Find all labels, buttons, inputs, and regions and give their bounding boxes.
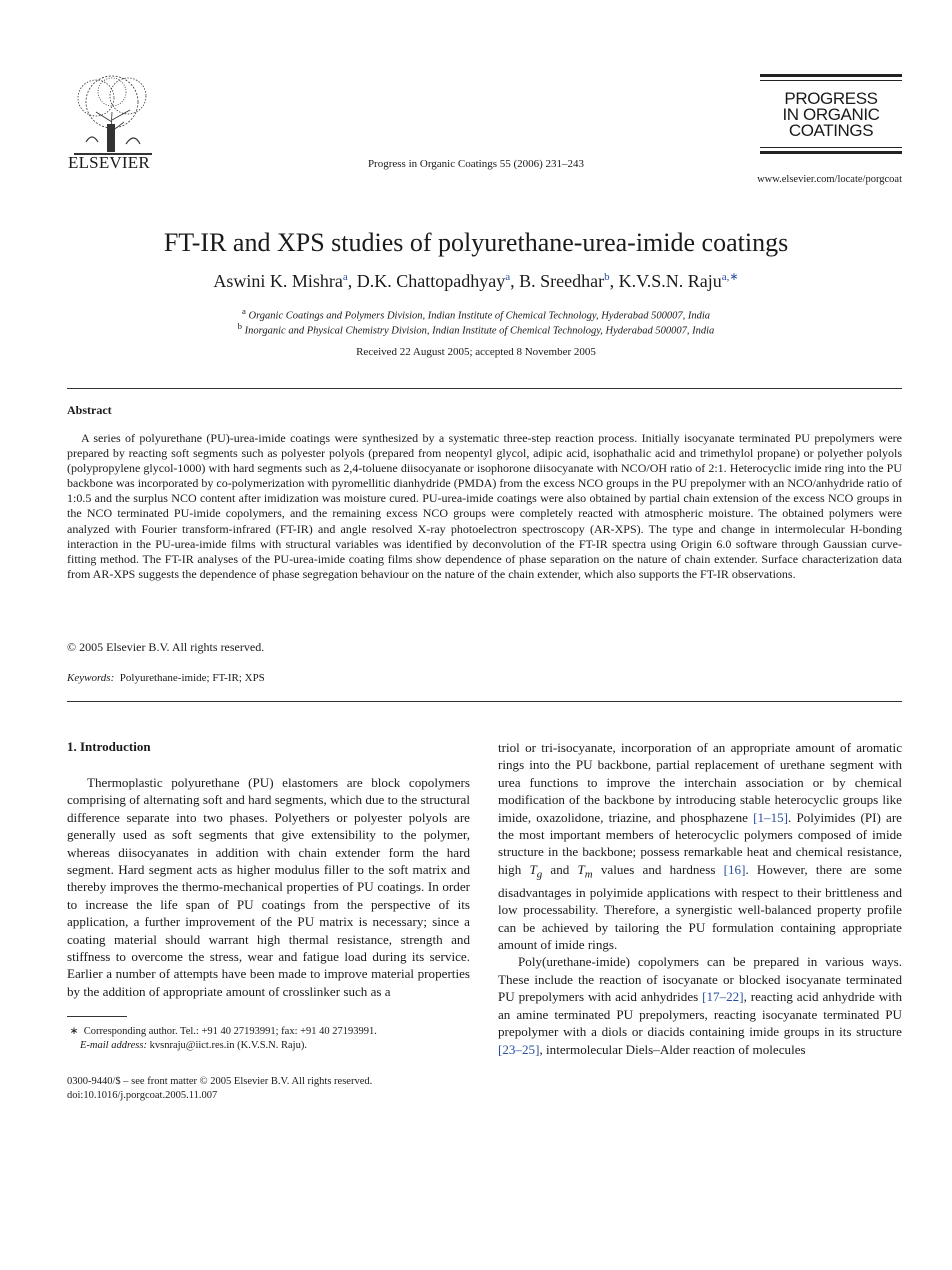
author-name: D.K. Chattopadhyay <box>356 271 506 291</box>
symbol-tg <box>529 861 543 881</box>
article-title: FT-IR and XPS studies of polyurethane-urea-imide coatings <box>163 228 789 257</box>
journal-title <box>760 81 902 147</box>
symbol-tm <box>577 861 593 881</box>
affiliation-mark: a <box>242 306 246 316</box>
keywords-text: Polyurethane-imide; FT-IR; XPS <box>119 672 265 684</box>
column-left <box>67 774 470 1000</box>
footnote-text: Corresponding author. Tel.: +91 40 27193991; fax: +91 40 27193991. <box>83 1026 377 1037</box>
symbol-letter: T <box>529 861 537 877</box>
author-name: B. Sreedhar <box>519 271 605 291</box>
elsevier-tree-logo <box>66 72 160 158</box>
footnote-mark: ∗ <box>69 1026 79 1037</box>
affiliation <box>0 306 952 322</box>
text-run: Poly(urethane-imide) copolymers can be prepared in various ways. These include the reaction of isocyanate or blocked isocyanate terminated PU prepolymers with acid anhydrides <box>498 954 902 1005</box>
text-run: . However, there are some disadvantages in polyimide applications with respect to their brittleness and low processability. Therefore, a synergistic well-balanced property profile can be achieved by tailoring the PU formulation containing appropriate amount of imide rings. <box>498 861 902 953</box>
abstract-heading: Abstract <box>67 403 112 417</box>
section-heading: 1. Introduction <box>67 739 151 754</box>
logo-rule <box>760 74 902 77</box>
front-matter <box>67 1075 372 1103</box>
citation-link[interactable]: [17–22] <box>702 989 744 1005</box>
author-affiliation-mark[interactable]: a,∗ <box>721 271 739 283</box>
text-run: values and hardness <box>592 861 724 877</box>
journal-logo <box>760 74 902 154</box>
logo-rule <box>760 147 902 148</box>
paragraph <box>498 953 902 1057</box>
abstract-body <box>67 431 902 582</box>
keywords <box>67 672 265 684</box>
journal-title-line: IN ORGANIC <box>782 105 880 124</box>
paragraph <box>498 739 902 953</box>
footnote-rule <box>67 1016 127 1017</box>
symbol-subscript: g <box>536 868 543 881</box>
symbol-letter: T <box>577 861 585 877</box>
footnote <box>67 1025 487 1053</box>
email-address[interactable]: kvsnraju@iict.res.in (K.V.S.N. Raju). <box>149 1040 307 1051</box>
affiliation <box>0 321 952 337</box>
journal-citation: Progress in Organic Coatings 55 (2006) 231–243 <box>367 158 585 170</box>
affiliation-text: Inorganic and Physical Chemistry Division, Indian Institute of Chemical Technology, Hyderabad 500007, India <box>244 325 715 337</box>
text-run: . Polyimides (PI) are the most important members of heterocyclic polymers composed of imide structure in the backbone; possess remarkable heat and chemical resistance, high <box>498 809 902 877</box>
citation-link[interactable]: [1–15] <box>753 809 789 825</box>
divider <box>67 701 902 702</box>
affiliation-mark: b <box>237 321 243 331</box>
publisher-name: ELSEVIER <box>68 153 150 172</box>
author-affiliation-mark[interactable]: b <box>604 271 610 283</box>
journal-title-line: PROGRESS <box>784 89 878 108</box>
column-right <box>498 739 902 1058</box>
author-name: Aswini K. Mishra <box>213 271 343 291</box>
text-run: triol or tri-isocyanate, incorporation of an appropriate amount of aromatic rings into the PU backbone, partial replacement of urethane segment with urea functions to improve the interchain association or by chemical modification of the backbone by introducing stable heterocyclic groups like imide, oxazolidone, triazine, and phosphazene <box>498 740 902 825</box>
logo-rule <box>760 151 902 154</box>
author-affiliation-mark[interactable]: a <box>505 271 511 283</box>
journal-title-line: COATINGS <box>788 121 874 140</box>
author-list: Aswini K. Mishra$^a$, D.K. Chattopadhyay$^a$, B. Sreedhar$^b$, K.V.S.N. Raju$^{a,∗}$ <box>213 271 739 291</box>
email-label: E-mail address: <box>80 1040 147 1051</box>
received-dates: Received 22 August 2005; accepted 8 November 2005 <box>356 346 596 358</box>
divider <box>67 388 902 389</box>
doi-line[interactable]: doi:10.1016/j.porgcoat.2005.11.007 <box>67 1090 218 1101</box>
issn-line: 0300-9440/$ – see front matter © 2005 Elsevier B.V. All rights reserved. <box>67 1076 373 1087</box>
abstract-text: A series of polyurethane (PU)-urea-imide coatings were synthesized by a systematic three-step reaction process. Initially isocyanate terminated PU prepolymers were prepared by reacting soft segments such as polyester polyols (prepared from neopentyl glycol, adipic acid, isophathalic acid and trimethylol propane) or polyether polyols (polypropylene glycol-1000) with hard segments such as 2,4-toluene diisocyanate or isophorone diisocyanate with NCO/OH ratio of 2:1. Heterocyclic imide ring into the PU backbone was incorporated by co-polymerization with pyromellitic dianhydride (PMDA) from the excess NCO groups in the PU prepolymer with an NCO/anhydride ratio of 1:0.5 and the surplus NCO content after imidization was moisture cured. PU-urea-imide coatings were also obtained by partial chain extension of the excess NCO groups in the NCO terminated PU-imide copolymers, and the remaining excess NCO groups were completely reacted with atmospheric moisture. The obtained polymers were analyzed with Fourier transform-infrared (FT-IR) and angle resolved X-ray photoelectron spectroscopy (AR-XPS). The type and change in intermolecular H-bonding interaction in the PU-urea-imide films with structural variables was identified by deconvolution of the FT-IR spectra using Origin 6.0 software through Gaussian curve-fitting method. The FT-IR analyses of the PU-urea-imide coating films show dependence of phase separation on the nature of chain extender. Surface characterization data from AR-XPS suggests the dependence of phase segregation behaviour on the nature of the chain extender, which also supports the FT-IR observations. <box>67 431 902 581</box>
text-run: and <box>542 861 578 877</box>
paragraph: Thermoplastic polyurethane (PU) elastomers are block copolymers comprising of alternating soft and hard segments, which due to the structural difference separate into two phases. Polyethers or polyester polyols are generally used as soft segments that give extensibility to the polymer, whereas diisocyanates in addition with chain extender form the hard segment. Hard segment acts as higher modulus filler to the soft matrix and thereby improves the thermo-mechanical properties of PU coatings. In order to increase the life span of PU coatings from the perspective of its application, a further improvement of the PU matrix is necessary; since a coating material should warrant high thermal resistance, strength and stiffness to overcome the stress, wear and fatigue load during its service. Earlier a number of attempts have been made to improve material properties by the addition of appropriate amount of crosslinker such as a <box>67 775 470 999</box>
author-affiliation-mark[interactable]: a <box>342 271 348 283</box>
author-name: K.V.S.N. Raju <box>618 271 722 291</box>
journal-url[interactable]: www.elsevier.com/locate/porgcoat <box>757 174 902 185</box>
copyright: © 2005 Elsevier B.V. All rights reserved. <box>67 640 265 654</box>
affiliation-text: Organic Coatings and Polymers Division, Indian Institute of Chemical Technology, Hyderabad 500007, India <box>248 310 710 322</box>
keywords-label: Keywords: <box>67 672 115 684</box>
footnote-line <box>67 1039 487 1053</box>
footnote-line <box>67 1025 487 1039</box>
symbol-subscript: m <box>584 868 593 881</box>
citation-link[interactable]: [23–25] <box>498 1041 540 1057</box>
text-run: , reacting acid anhydride with an amine terminated PU prepolymers, reacting isocyanate terminated PU prepolymer with a diols or diacids containing imide groups in its structure <box>498 989 902 1040</box>
citation-link[interactable]: [16] <box>723 861 746 877</box>
text-run: , intermolecular Diels–Alder reaction of molecules <box>539 1041 806 1057</box>
